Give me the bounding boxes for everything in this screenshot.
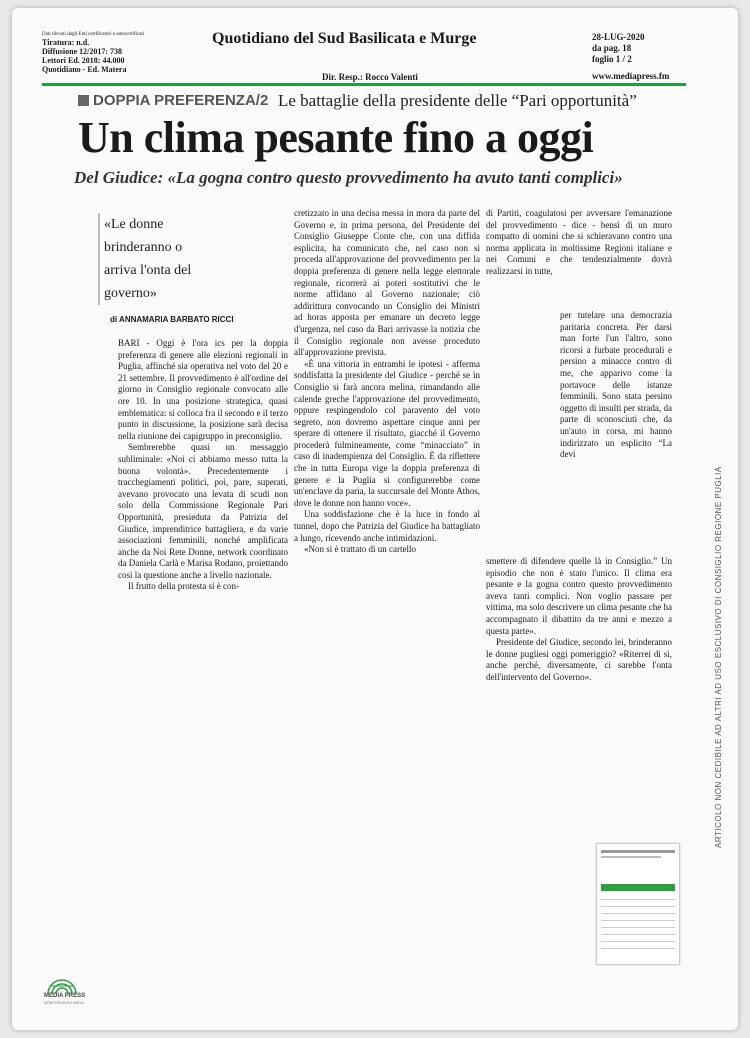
header-date: 28-LUG-2020 <box>592 32 645 42</box>
header-diffusione: Diffusione 12/2017: 738 <box>42 47 122 56</box>
header-sheet: foglio 1 / 2 <box>592 54 632 64</box>
paragraph: cretizzato in una decisa messa in mora da parte del Governo e, in prima persona, del Presidente del Consiglio Giuseppe Conte che, con una diffida esplicita, ha comunicato che, nel caso non si proceda all'approvazione del provvedimento per la doppia preferenza di genere nella legge elettorale regionale, ricorrerà ai poteri sostitutivi che le norme affidano al Governo nazionale; ciò addirittura convocando un Consiglio dei Ministri ad horas apposta per emanare un decreto legge d'urgenza, nel caso da Bari arrivasse la notizia che il Consiglio regionale non avesse proceduto all'approvazione prevista. <box>294 208 480 358</box>
header-url[interactable]: www.mediapress.fm <box>592 71 670 81</box>
newspaper-name: Quotidiano del Sud Basilicata e Murge <box>212 30 477 47</box>
article-kicker <box>78 92 268 109</box>
article-subhead: Del Giudice: «La gogna contro questo provvedimento ha avuto tanti complici» <box>74 168 623 187</box>
header-tiratura: Tiratura: n.d. <box>42 38 90 47</box>
article-column-1 <box>118 338 288 758</box>
article-headline: Un clima pesante fino a oggi <box>78 113 594 162</box>
kicker-text: DOPPIA PREFERENZA/2 <box>93 92 269 109</box>
side-notice <box>712 308 724 848</box>
thumb-line <box>601 899 675 900</box>
thumb-line <box>601 948 675 949</box>
header-divider <box>42 83 686 86</box>
header-tiny-note: Dati rilevati dagli Enti certificatori o autocertificati <box>42 32 145 37</box>
thumb-line <box>601 850 675 853</box>
header-stats <box>42 32 144 74</box>
paragraph: BARI - Oggi è l'ora ics per la doppia preferenza di genere alle elezioni regionali in Puglia, affinché sia operativa nel voto del 20 e 21 settembre. Il provvedimento è all'ordine del giorno in Consiglio regionale convocato alle ore 10. In una posizione strategica, quasi emblematica: si colloca fra il secondo e il terzo punto in discussione, la posizione sarà decisa nella riunione dei capigruppo in preconsiglio. <box>118 338 288 441</box>
page-thumbnail[interactable] <box>596 843 680 965</box>
thumb-line <box>601 856 661 858</box>
clipping-page <box>12 8 738 1030</box>
thumb-line <box>601 913 675 914</box>
paragraph: di Partiti, coagulatosi per avversare l'emanazione del provvedimento - dice - bensì di un muro compatto di uomini che si schieravano contro una norma applicata in moltissime Regioni italiane e nei Comuni e che tendenzialmente dovrà realizzarsi in tutte, <box>486 208 672 276</box>
article-kicker-sub: Le battaglie della presidente delle “Pari opportunità” <box>278 91 637 110</box>
logo-name: MEDIA PRESS <box>44 993 86 999</box>
paragraph: Sembrerebbe quasi un messaggio subliminale: «Noi ci abbiamo messo tutta la buona volontà». Precedentemente i tracchegiamenti politici, poi, pare, superati, avevano provocato una levata di scudi non solo della Commissione Regionale Pari Opportunità, presieduta da Patrizia del Giudice, imprenditrice battagliera, e da varie associazioni femminili, nonché amplificata anche da Noi Rete Donne, network coordinato da Daniela Carlà e Marisa Rodano, proiettando così la questione anche a livello nazionale. <box>118 442 288 580</box>
thumb-line <box>601 920 675 921</box>
thumb-green-band <box>601 884 675 891</box>
thumb-line <box>601 927 675 928</box>
header-edition: Quotidiano - Ed. Matera <box>42 65 127 74</box>
thumb-line <box>601 934 675 935</box>
article-column-3-bottom <box>486 556 672 756</box>
article-column-3-mid <box>560 310 672 555</box>
header-meta <box>592 32 645 65</box>
paragraph: Presidente del Giudice, secondo lei, brinderanno le donne pugliesi oggi pomeriggio? «Riterrei di sì, anche perché, diversamente, ci sarebbe l'onta dell'intervento del Governo». <box>486 637 672 682</box>
kicker-square-icon <box>78 95 89 106</box>
header-page: da pag. 18 <box>592 43 632 53</box>
paragraph: «Non si è trattato di un cartello <box>304 544 416 555</box>
paragraph: Una soddisfazione che è la luce in fondo al tunnel, dopo che Patrizia del Giudice ha battagliato a lungo, ricevendo anche intimidazioni. <box>294 509 480 543</box>
paragraph: per tutelare una democrazia paritaria concreta. Per darsi man forte l'un l'altro, sono ricorsi a furbate procedurali e persino a minacce contro di me, che apparivo come la portavoce delle istanze femminili. Sono stata persino oggetto di insulti per strada, da parte di sconosciuti che, da un'auto in corsa, mi hanno indirizzato un esplicito “La devi <box>560 310 672 460</box>
thumb-line <box>601 941 675 942</box>
paragraph: «È una vittoria in entrambi le ipotesi - afferma soddisfatta la presidente del Giudice - perché se in Consiglio si farà ancora melina, rimandando alle calende greche l'approvazione del provvedimento, oppure respingendolo col paravento del voto segreto, non dovremo aspettare cinque anni per sperare di ottenere il risultato, giacché il Governo procederà fulmineamente, come “minacciato” in caso di inadempienza del Consiglio. È da riflettere che in tutta Europa vige la doppia preferenza di genere e la Puglia si configurerebbe come un'enclave da paria, la succursale del Monte Athos, dove le donne non hanno voce». <box>294 358 480 508</box>
logo-tagline: MONITORAGGIO MEDIA <box>44 1001 84 1005</box>
header-lettori: Lettori Ed. 2018: 44.000 <box>42 56 125 65</box>
article-column-3-top <box>486 208 672 308</box>
side-notice-text: ARTICOLO NON CEDIBILE AD ALTRI AD USO ESCLUSIVO DI CONSIGLIO REGIONE PUGLIA <box>714 466 723 848</box>
article-column-2 <box>294 208 480 788</box>
pull-quote: «Le donne brinderanno o arriva l'onta del governo» <box>98 213 194 305</box>
header-director: Dir. Resp.: Rocco Valenti <box>322 72 418 82</box>
thumb-line <box>601 906 675 907</box>
paragraph: Il frutto della protesta si è con- <box>128 581 239 592</box>
article-byline: di ANNAMARIA BARBATO RICCI <box>110 315 234 324</box>
paragraph: smettere di difendere quelle là in Consiglio.” Un episodio che non è stato l'unico. Il clima era pesante e la gogna contro questo provvedimento aveva tanti complici. Non voglio passare per vittima, ma solo descrivere un clima pesante che ha accompagnato il dibattito da tre anni e mezzo a questa parte». <box>486 556 672 636</box>
